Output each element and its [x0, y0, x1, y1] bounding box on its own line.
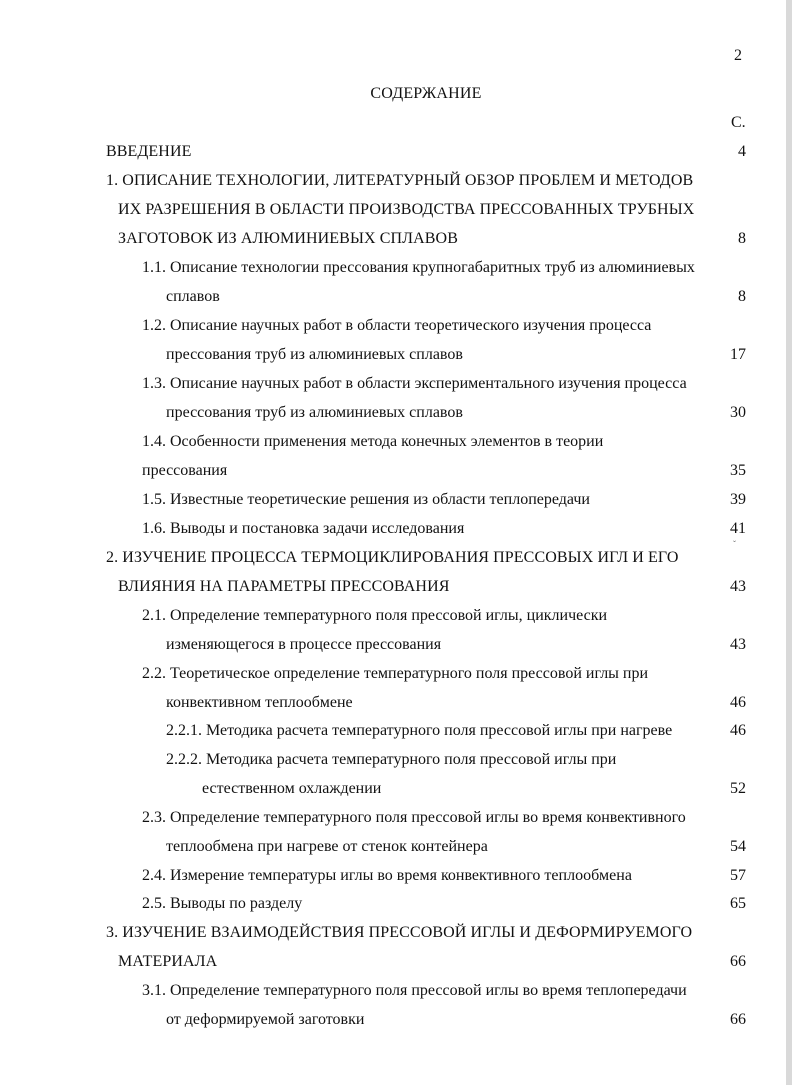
toc-entry-page: 41 — [730, 520, 746, 537]
toc-entry-line: прессования — [142, 462, 228, 479]
toc-entry-line: 2.3. Определение температурного поля прессовой иглы во время конвективного — [142, 809, 686, 826]
toc-entry-line: 2.2. Теоретическое определение температурного поля прессовой иглы при — [142, 665, 649, 682]
toc-entry-page: 65 — [730, 895, 746, 912]
toc-entry-line: ВЛИЯНИЯ НА ПАРАМЕТРЫ ПРЕССОВАНИЯ — [118, 578, 450, 595]
toc-entry-line: 1. ОПИСАНИЕ ТЕХНОЛОГИИ, ЛИТЕРАТУРНЫЙ ОБЗОР ПРОБЛЕМ И МЕТОДОВ — [106, 172, 694, 189]
toc-entry-page: 39 — [730, 491, 746, 508]
toc-entry-line: сплавов — [166, 288, 220, 305]
toc-entry-line: 1.3. Описание научных работ в области экспериментального изучения процесса — [142, 375, 687, 392]
toc-entry-line: 2. ИЗУЧЕНИЕ ПРОЦЕССА ТЕРМОЦИКЛИРОВАНИЯ ПРЕССОВЫХ ИГЛ И ЕГО — [106, 549, 679, 566]
toc-entry-page: 46 — [730, 722, 746, 739]
toc-entry-line: 1.4. Особенности применения метода конечных элементов в теории — [142, 433, 604, 450]
page-number: 2 — [734, 47, 742, 64]
toc-entry-line: конвективном теплообмене — [166, 694, 353, 711]
toc-entry-line: 1.6. Выводы и постановка задачи исследования — [142, 520, 465, 537]
toc-title: СОДЕРЖАНИЕ — [370, 85, 482, 102]
toc-entry-page: 17 — [730, 346, 746, 363]
toc-entry-page: 43 — [730, 636, 746, 653]
toc-entry-line: ИХ РАЗРЕШЕНИЯ В ОБЛАСТИ ПРОИЗВОДСТВА ПРЕССОВАННЫХ ТРУБНЫХ — [118, 201, 695, 218]
toc-entry-page: 54 — [730, 838, 746, 855]
page-column-label: С. — [731, 114, 746, 131]
toc-entry-line: 1.2. Описание научных работ в области теоретического изучения процесса — [142, 317, 652, 334]
toc-entry-line: ЗАГОТОВОК ИЗ АЛЮМИНИЕВЫХ СПЛАВОВ — [118, 230, 458, 247]
toc-entry-page: 8 — [738, 288, 746, 305]
toc-entry-line: 2.2.2. Методика расчета температурного поля прессовой иглы при — [166, 751, 617, 768]
toc-entry-line: 2.5. Выводы по разделу — [142, 895, 303, 912]
toc-entry-line: 2.2.1. Методика расчета температурного поля прессовой иглы при нагреве — [166, 722, 673, 739]
toc-entry-line: 1.5. Известные теоретические решения из области теплопередачи — [142, 491, 590, 508]
toc-entry-line: 2.1. Определение температурного поля прессовой иглы, циклически — [142, 607, 608, 624]
toc-entry-line: теплообмена при нагреве от стенок контейнера — [166, 838, 488, 855]
toc-entry-page: 8 — [738, 230, 746, 247]
toc-entry-page: 66 — [730, 1011, 746, 1028]
toc-entry-line: 2.4. Измерение температуры иглы во время конвективного теплообмена — [142, 867, 632, 884]
toc-entry-line: 3.1. Определение температурного поля прессовой иглы во время теплопередачи — [142, 982, 687, 999]
toc-entry-line: 1.1. Описание технологии прессования крупногабаритных труб из алюминиевых — [142, 259, 695, 276]
toc-entry-page: 30 — [730, 404, 746, 421]
toc-entry-line: 3. ИЗУЧЕНИЕ ВЗАИМОДЕЙСТВИЯ ПРЕССОВОЙ ИГЛЫ И ДЕФОРМИРУЕМОГО — [106, 924, 693, 941]
toc-entry-line: изменяющегося в процессе прессования — [166, 636, 442, 653]
toc-entry-line: прессования труб из алюминиевых сплавов — [166, 346, 463, 363]
toc-entry-page: 52 — [730, 780, 746, 797]
toc-entry-line: МАТЕРИАЛА — [118, 953, 218, 970]
toc-entry-page: 4 — [738, 143, 746, 160]
scan-edge-shadow — [786, 0, 792, 1085]
toc-entry-line: естественном охлаждении — [202, 780, 382, 797]
toc-entry-page: 57 — [730, 867, 746, 884]
toc-entry-page: 35 — [730, 462, 746, 479]
toc-entry-page: 66 — [730, 953, 746, 970]
toc-entry-line: от деформируемой заготовки — [166, 1011, 365, 1028]
scan-mark: ˇ — [733, 539, 736, 549]
toc-entry-page: 46 — [730, 694, 746, 711]
toc-entry-line: прессования труб из алюминиевых сплавов — [166, 404, 463, 421]
toc-entry-line: ВВЕДЕНИЕ — [106, 143, 192, 160]
toc-entry-page: 43 — [730, 578, 746, 595]
